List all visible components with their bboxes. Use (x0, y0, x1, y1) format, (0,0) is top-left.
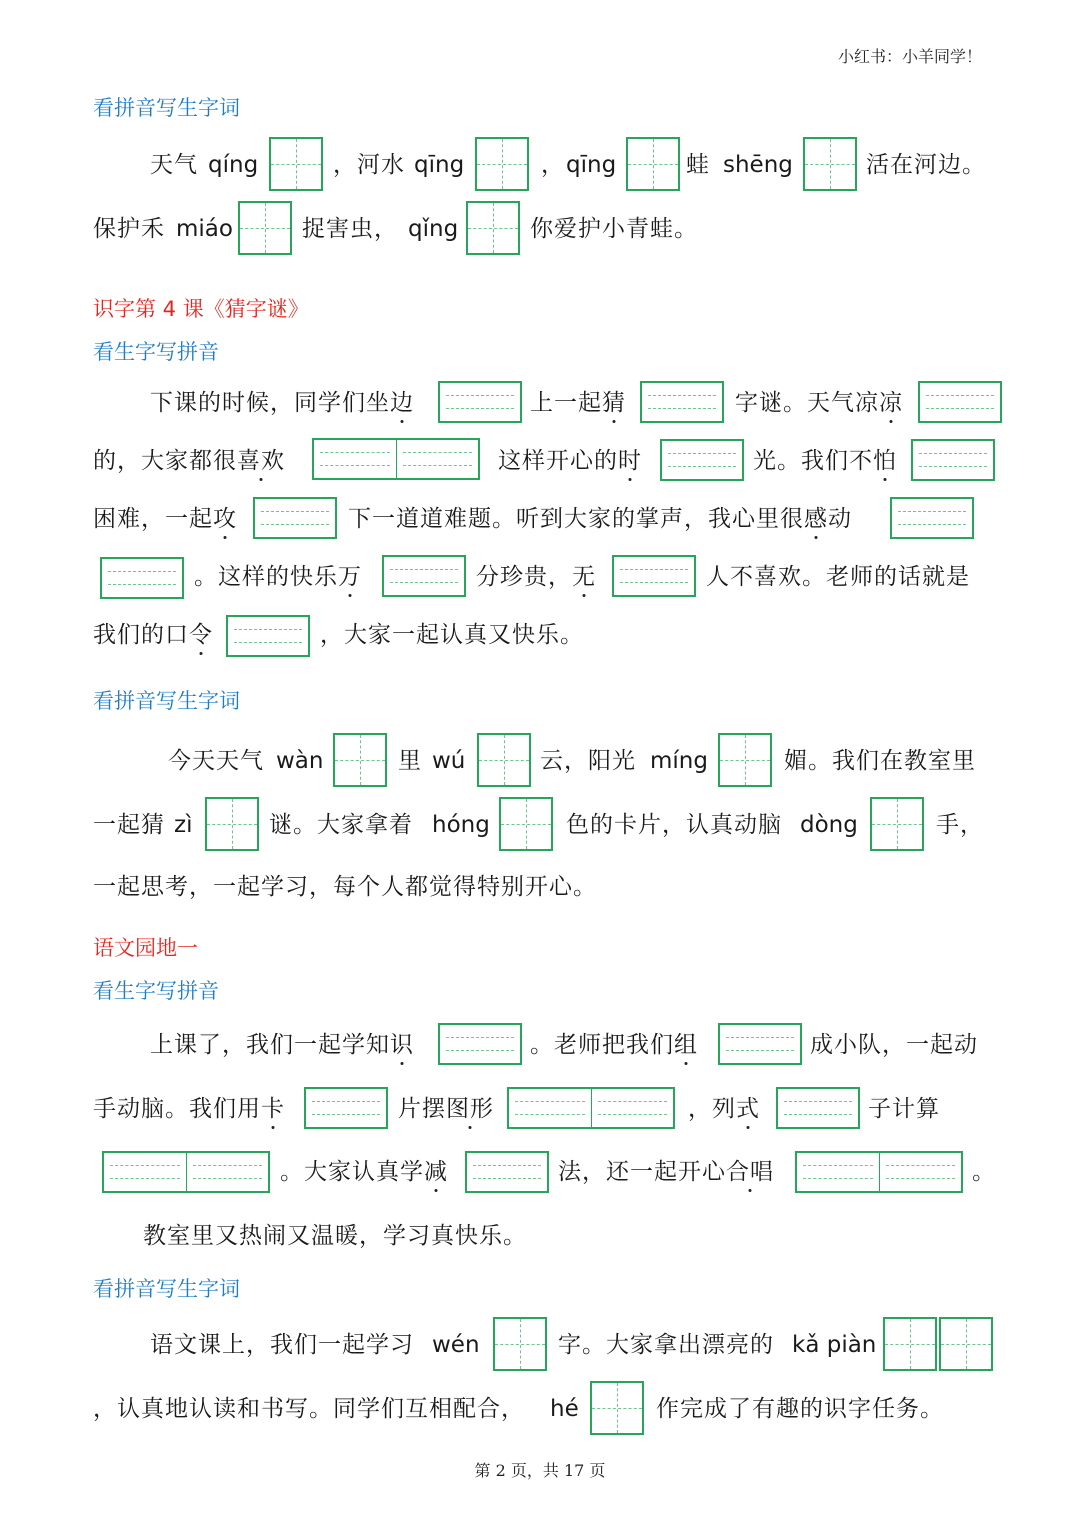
pinyin-box[interactable] (660, 439, 744, 481)
text: ，列式 (688, 1077, 760, 1141)
exercise-line (0, 1377, 1080, 1441)
text: 保护禾 (93, 216, 165, 242)
pinyin-box[interactable] (312, 438, 480, 480)
text: 字。大家拿出漂亮的 (558, 1332, 774, 1358)
exercise-line (0, 429, 1080, 493)
lesson-title: 语文园地一 (93, 936, 198, 960)
char-box[interactable] (238, 201, 292, 255)
text: ，河水 (333, 152, 405, 178)
text: 人不喜欢。老师的话就是 (706, 564, 970, 590)
pinyin-box[interactable] (465, 1151, 549, 1193)
pinyin: shēng (723, 152, 793, 178)
section-heading: 看生字写拼音 (93, 979, 219, 1003)
text: 分珍贵，无 (476, 545, 596, 609)
section-heading: 看生字写拼音 (93, 340, 219, 364)
char-box[interactable] (626, 137, 680, 191)
pinyin: wén (432, 1332, 480, 1358)
text: 手， (936, 812, 984, 838)
exercise-line (0, 793, 1080, 857)
pinyin-box[interactable] (102, 1151, 270, 1193)
pinyin: dòng (800, 812, 858, 838)
text: 上一起猜 (530, 371, 626, 435)
pinyin: qīng (566, 152, 617, 178)
char-box[interactable] (205, 797, 259, 851)
pinyin: qíng (208, 152, 259, 178)
text: 。老师把我们组 (530, 1013, 698, 1077)
exercise-line (0, 1140, 1080, 1204)
text: 。 (972, 1159, 996, 1185)
text: 一起猜 (93, 812, 165, 838)
pinyin-box[interactable] (507, 1087, 675, 1129)
pinyin-box[interactable] (918, 381, 1002, 423)
text: 。大家认真学减 (280, 1140, 448, 1204)
exercise-line (0, 197, 1080, 261)
char-box[interactable] (939, 1317, 993, 1371)
lesson-title: 识字第 4 课《猜字谜》 (93, 297, 309, 321)
pinyin: qǐng (408, 216, 459, 242)
header-note: 小红书：小羊同学！ (837, 47, 982, 66)
char-box[interactable] (269, 137, 323, 191)
exercise-line (0, 1313, 1080, 1377)
text: 。这样的快乐万 (194, 545, 362, 609)
exercise-line (0, 729, 1080, 793)
text: 成小队，一起动 (810, 1032, 978, 1058)
text: 谜。大家拿着 (269, 812, 413, 838)
text: 光。我们不怕 (753, 429, 897, 493)
char-box[interactable] (466, 201, 520, 255)
text: 活在河边。 (866, 152, 986, 178)
pinyin-box[interactable] (640, 381, 724, 423)
pinyin-box[interactable] (100, 557, 184, 599)
char-box[interactable] (333, 733, 387, 787)
pinyin-box[interactable] (776, 1087, 860, 1129)
text: 语文课上，我们一起学习 (150, 1332, 414, 1358)
pinyin: qīng (414, 152, 465, 178)
pinyin-box[interactable] (890, 497, 974, 539)
pinyin-box[interactable] (911, 439, 995, 481)
pinyin: wú (432, 748, 466, 774)
pinyin: kǎ piàn (792, 1332, 877, 1358)
pinyin-box[interactable] (795, 1151, 963, 1193)
text: 上课了，我们一起学知识 (150, 1013, 414, 1077)
text: 困难，一起攻 (93, 487, 237, 551)
text: 下一道道难题。听到大家的掌声，我心里很感动 (348, 487, 852, 551)
exercise-line (0, 545, 1080, 609)
section-heading: 看拼音写生字词 (93, 96, 240, 120)
char-box[interactable] (499, 797, 553, 851)
exercise-line (0, 1077, 1080, 1141)
exercise-line (0, 371, 1080, 435)
text: 下课的时候，同学们坐边 (150, 371, 414, 435)
text: 法，还一起开心合唱 (558, 1140, 774, 1204)
text: ，认真地认读和书写。同学们互相配合， (93, 1396, 525, 1422)
pinyin: miáo (176, 216, 233, 242)
text: 云，阳光 (540, 748, 636, 774)
text: 这样开心的时 (498, 429, 642, 493)
text: 你爱护小青蛙。 (530, 216, 698, 242)
char-box[interactable] (870, 797, 924, 851)
text: 子计算 (868, 1096, 940, 1122)
pinyin: míng (650, 748, 708, 774)
exercise-line (0, 487, 1080, 551)
text: 捉害虫， (302, 216, 398, 242)
char-box[interactable] (477, 733, 531, 787)
pinyin-box[interactable] (226, 615, 310, 657)
char-box[interactable] (718, 733, 772, 787)
char-box[interactable] (475, 137, 529, 191)
text: 天气 (150, 152, 198, 178)
pinyin-box[interactable] (382, 555, 466, 597)
pinyin-box[interactable] (612, 555, 696, 597)
text: ， (541, 152, 565, 178)
char-box[interactable] (883, 1317, 937, 1371)
text: 一起思考，一起学习，每个人都觉得特别开心。 (93, 874, 597, 900)
pinyin: hé (550, 1396, 579, 1422)
text: 色的卡片，认真动脑 (566, 812, 782, 838)
pinyin: zì (174, 812, 193, 838)
text: 蛙 (686, 152, 710, 178)
text: ，大家一起认真又快乐。 (320, 622, 584, 648)
char-box[interactable] (590, 1381, 644, 1435)
exercise-line (0, 1204, 1080, 1268)
text: 教室里又热闹又温暖，学习真快乐。 (143, 1223, 527, 1249)
text: 我们的口令 (93, 603, 213, 667)
text: 片摆图形 (398, 1077, 494, 1141)
page-footer: 第 2 页，共 17 页 (474, 1461, 606, 1480)
text: 手动脑。我们用卡 (93, 1077, 285, 1141)
char-box[interactable] (493, 1317, 547, 1371)
text: 里 (398, 748, 422, 774)
text: 今天天气 (168, 748, 264, 774)
exercise-line (0, 133, 1080, 197)
text: 字谜。天气凉凉 (735, 371, 903, 435)
text: 的，大家都很喜欢 (93, 429, 285, 493)
pinyin-box[interactable] (253, 497, 337, 539)
section-heading: 看拼音写生字词 (93, 1277, 240, 1301)
pinyin-box[interactable] (438, 381, 522, 423)
text: 媚。我们在教室里 (784, 748, 976, 774)
section-heading: 看拼音写生字词 (93, 689, 240, 713)
exercise-line (0, 1013, 1080, 1077)
char-box[interactable] (803, 137, 857, 191)
pinyin: wàn (276, 748, 324, 774)
pinyin: hóng (432, 812, 490, 838)
text: 作完成了有趣的识字任务。 (656, 1396, 944, 1422)
exercise-line (0, 855, 1080, 919)
pinyin-box[interactable] (718, 1023, 802, 1065)
pinyin-box[interactable] (304, 1087, 388, 1129)
pinyin-box[interactable] (438, 1023, 522, 1065)
exercise-line (0, 603, 1080, 667)
